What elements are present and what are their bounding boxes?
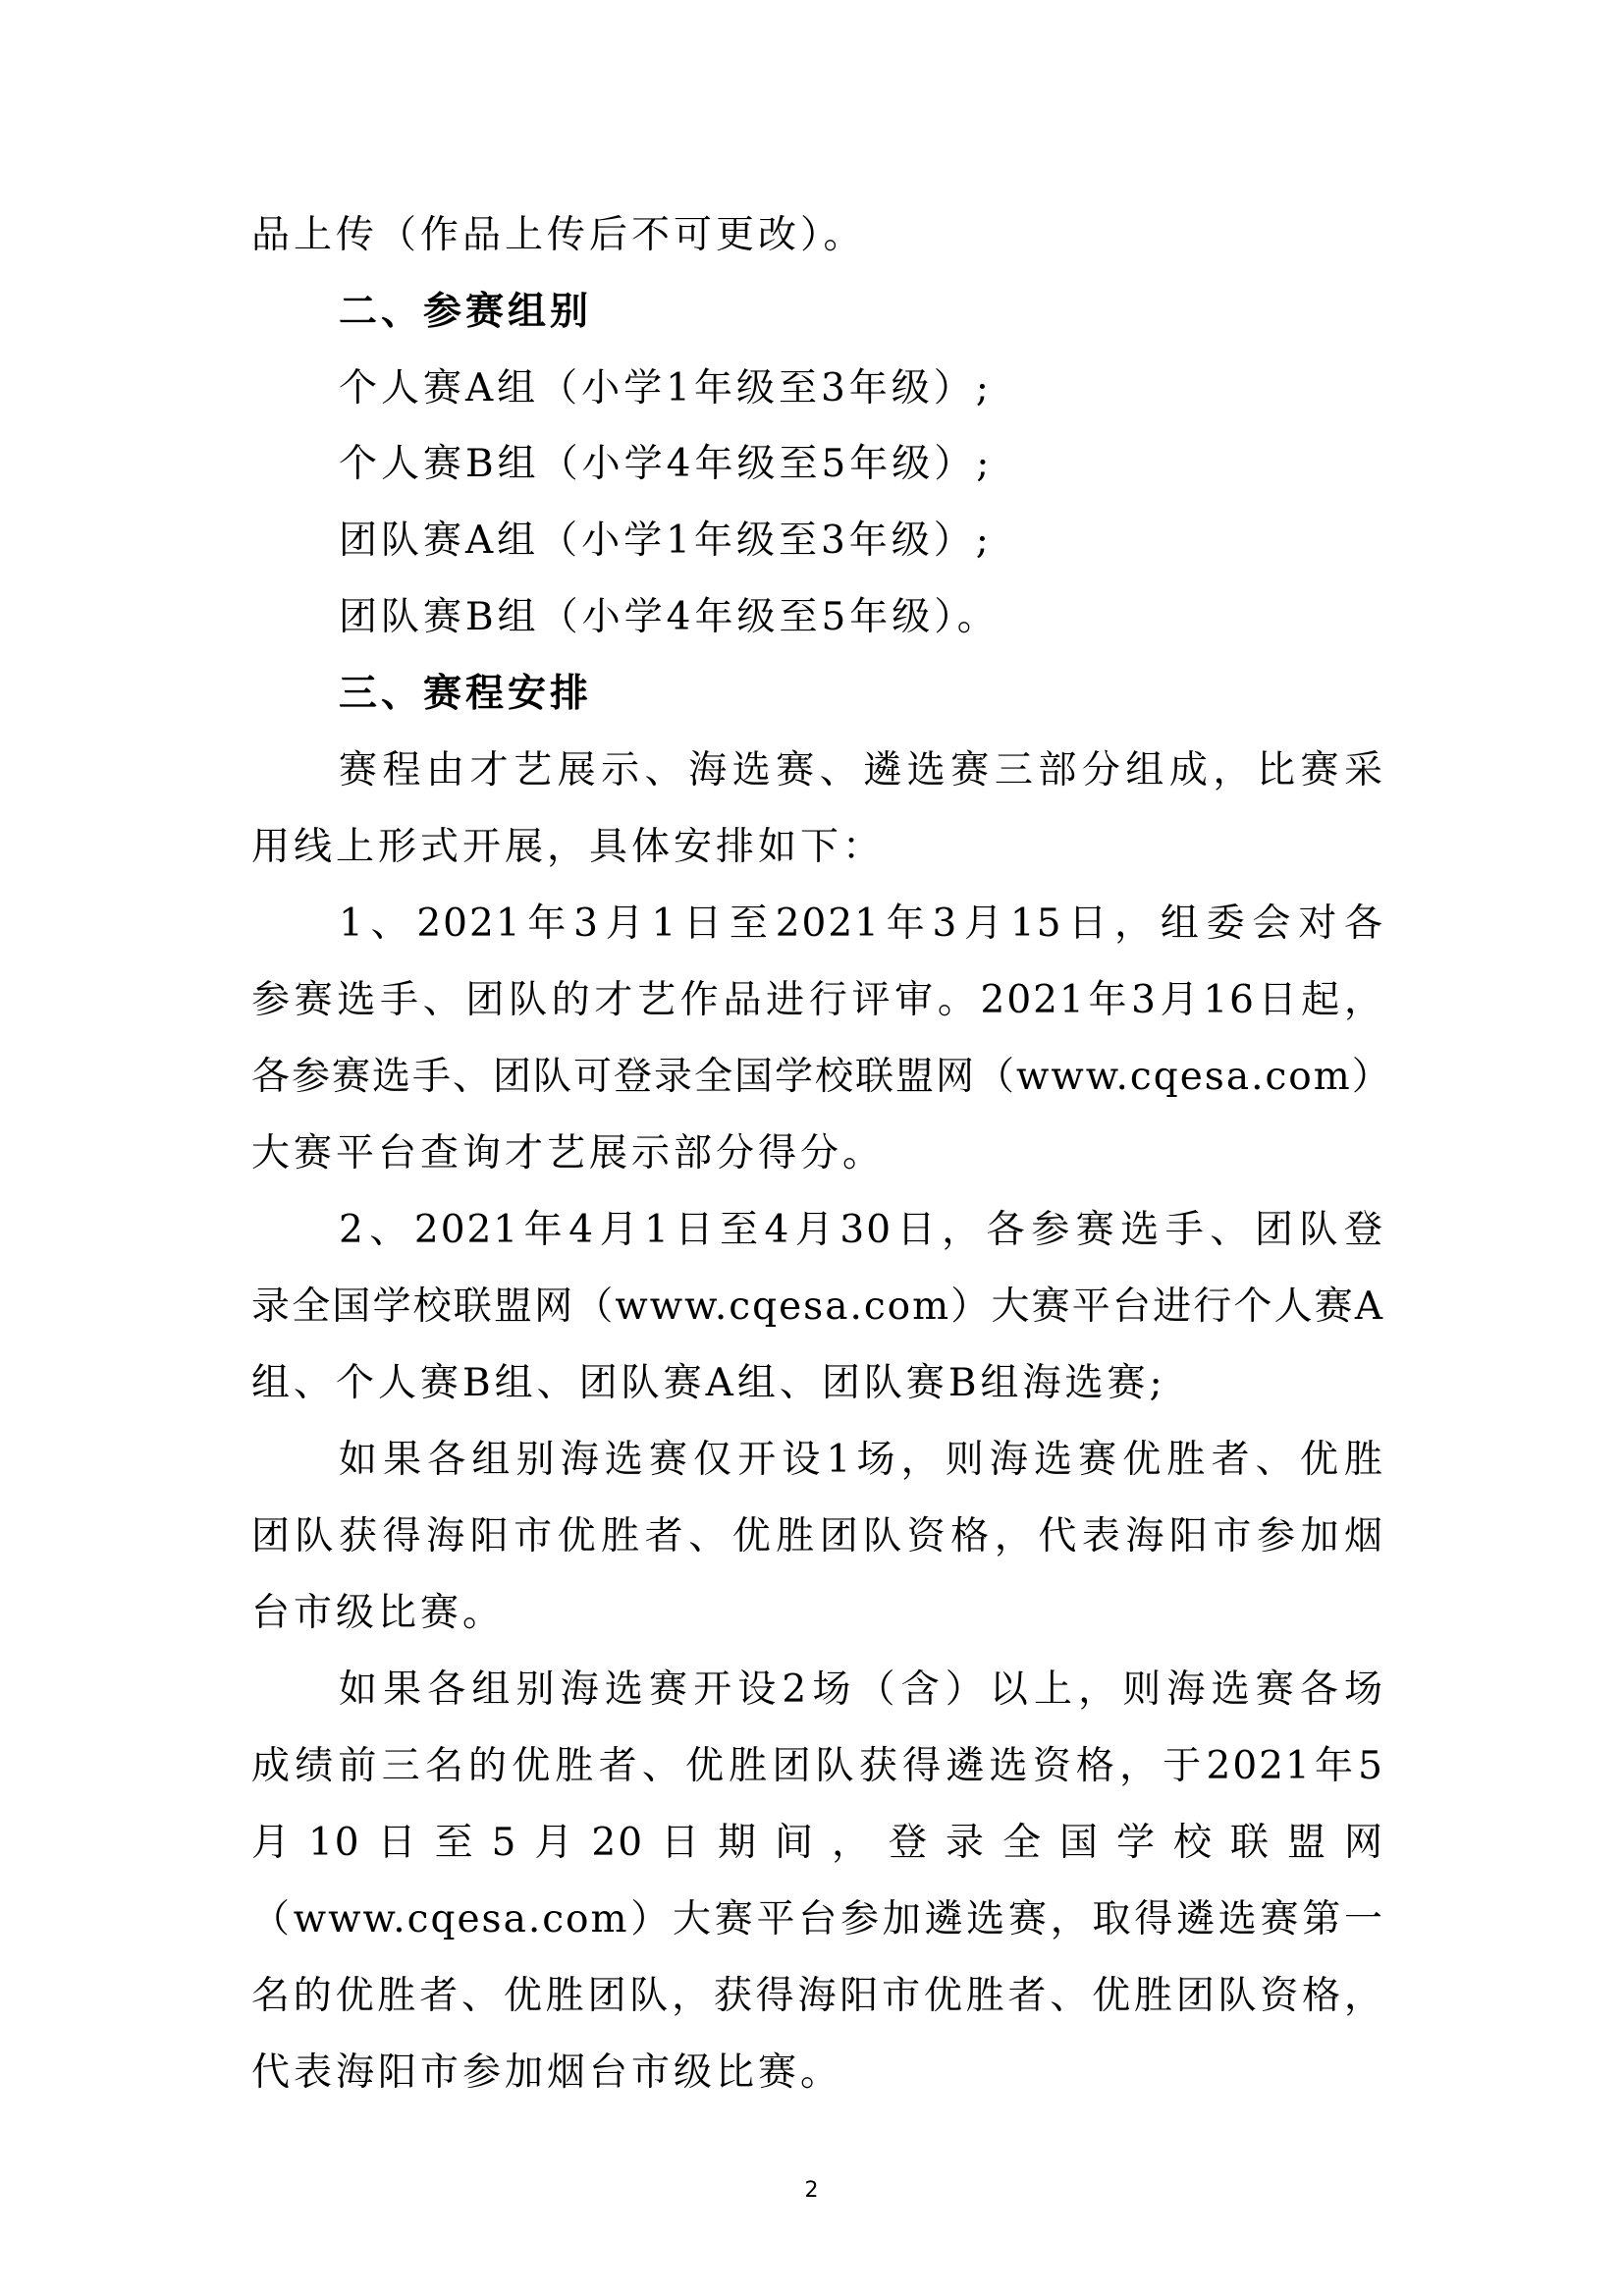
paragraph-line: 成绩前三名的优胜者、优胜团队获得遴选资格，于2021年5 <box>251 1744 1384 1788</box>
paragraph-line: 代表海阳市参加烟台市级比赛。 <box>251 2050 843 2095</box>
paragraph-line: （www.cqesa.com）大赛平台参加遴选赛，取得遴选赛第一 <box>251 1897 1384 1941</box>
paragraph-line: 录全国学校联盟网（www.cqesa.com）大赛平台进行个人赛A <box>251 1285 1384 1329</box>
page-number: 2 <box>804 2178 819 2203</box>
paragraph-line: 2、2021年4月1日至4月30日，各参赛选手、团队登 <box>339 1208 1384 1252</box>
paragraph-line: 用线上形式开展，具体安排如下： <box>251 825 886 869</box>
list-item: 个人赛A组（小学1年级至3年级）; <box>339 366 993 410</box>
paragraph-line: 名的优胜者、优胜团队，获得海阳市优胜者、优胜团队资格， <box>251 1974 1384 2018</box>
paragraph-line: 大赛平台查询才艺展示部分得分。 <box>251 1131 886 1175</box>
list-item: 团队赛B组（小学4年级至5年级）。 <box>339 595 1000 639</box>
paragraph-line: 各参赛选手、团队可登录全国学校联盟网（www.cqesa.com） <box>251 1055 1392 1099</box>
list-item: 个人赛B组（小学4年级至5年级）; <box>339 442 994 486</box>
paragraph-line: 品上传（作品上传后不可更改）。 <box>251 213 866 257</box>
paragraph-line: 台市级比赛。 <box>251 1591 506 1635</box>
paragraph-line: 月10日至5月20日期间，登录全国学校联盟网 <box>251 1821 1384 1865</box>
paragraph-line: 赛程由才艺展示、海选赛、遴选赛三部分组成，比赛采 <box>339 748 1384 793</box>
paragraph-line: 参赛选手、团队的才艺作品进行评审。2021年3月16日起， <box>251 978 1384 1022</box>
section-heading-groups: 二、参赛组别 <box>339 290 593 334</box>
paragraph-line: 如果各组别海选赛开设2场（含）以上，则海选赛各场 <box>339 1667 1384 1712</box>
paragraph-line: 1、2021年3月1日至2021年3月15日，组委会对各 <box>339 902 1384 946</box>
paragraph-line: 团队获得海阳市优胜者、优胜团队资格，代表海阳市参加烟 <box>251 1514 1384 1558</box>
paragraph-line: 如果各组别海选赛仅开设1场，则海选赛优胜者、优胜 <box>339 1438 1384 1482</box>
section-heading-schedule: 三、赛程安排 <box>339 672 593 716</box>
list-item: 团队赛A组（小学1年级至3年级）; <box>339 519 993 563</box>
paragraph-line: 组、个人赛B组、团队赛A组、团队赛B组海选赛; <box>251 1361 1166 1405</box>
